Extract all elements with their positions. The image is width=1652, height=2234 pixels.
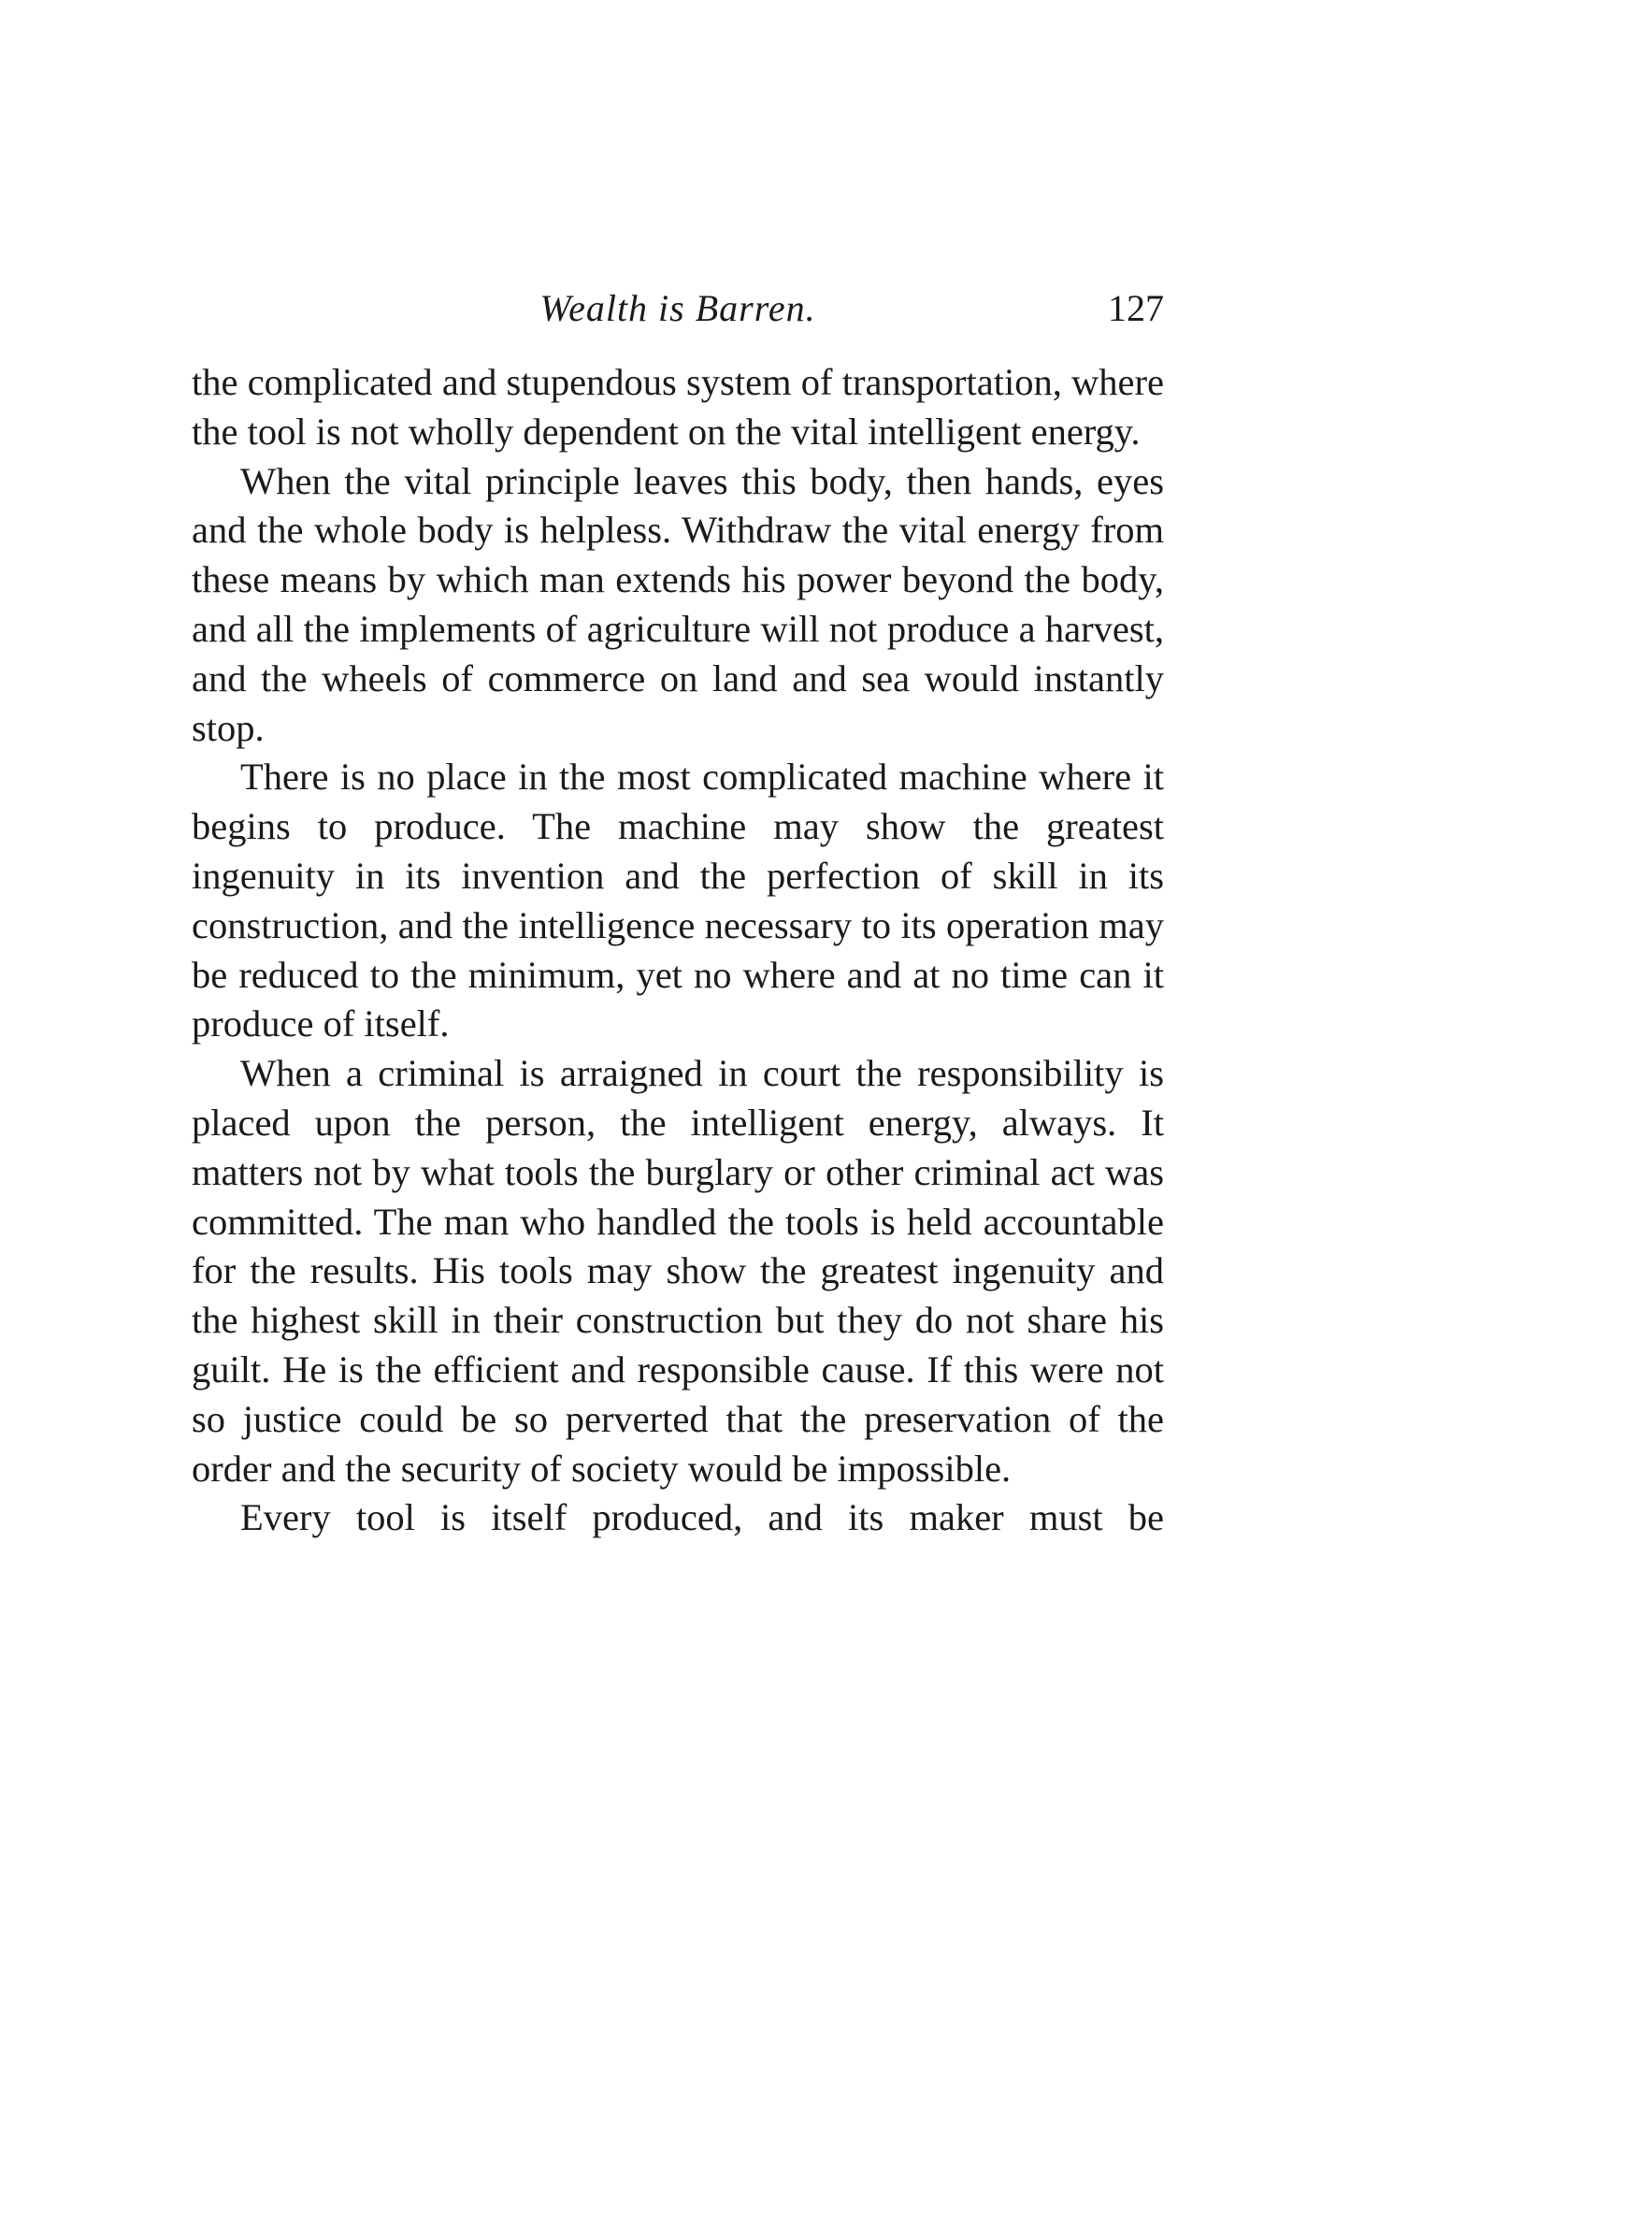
page-header [192, 281, 1164, 337]
paragraph: When the vital principle leaves this body, then hands, eyes and the whole body is helpless. Withdraw the vital energy from these means by which man extends his power beyond the body, and all the implements of agriculture will not produce a harvest, and the wheels of commerce on land and sea would instantly stop. [192, 459, 1164, 749]
running-title: Wealth is Barren. [539, 287, 816, 329]
body-text [192, 358, 1164, 1543]
page-number: 127 [1108, 287, 1164, 329]
paragraph: When a criminal is arraigned in court the responsibility is placed upon the person, the intelligent energy, always. It matters not by what tools the burglary or other criminal act was committed. The man who handled the tools is held accountable for the results. His tools may show the greatest ingenuity and the highest skill in their construction but they do not share his guilt. He is the efficient and responsible cause. If this were not so justice could be so perverted that the preservation of the order and the security of society would be impossible. [192, 1052, 1164, 1490]
paragraph-continues: Every tool is itself produced, and its maker must be [240, 1496, 1164, 1539]
paragraph-continuation: the complicated and stupendous system of transportation, where the tool is not wholly dependent on the vital intelligent energy. [192, 361, 1164, 453]
paragraph: There is no place in the most complicated machine where it begins to produce. The machine may show the greatest ingenuity in its invention and the perfection of skill in its construction, and the intelligence necessary to its operation may be reduced to the minimum, yet no where and at no time can it produce of itself. [192, 756, 1164, 1045]
